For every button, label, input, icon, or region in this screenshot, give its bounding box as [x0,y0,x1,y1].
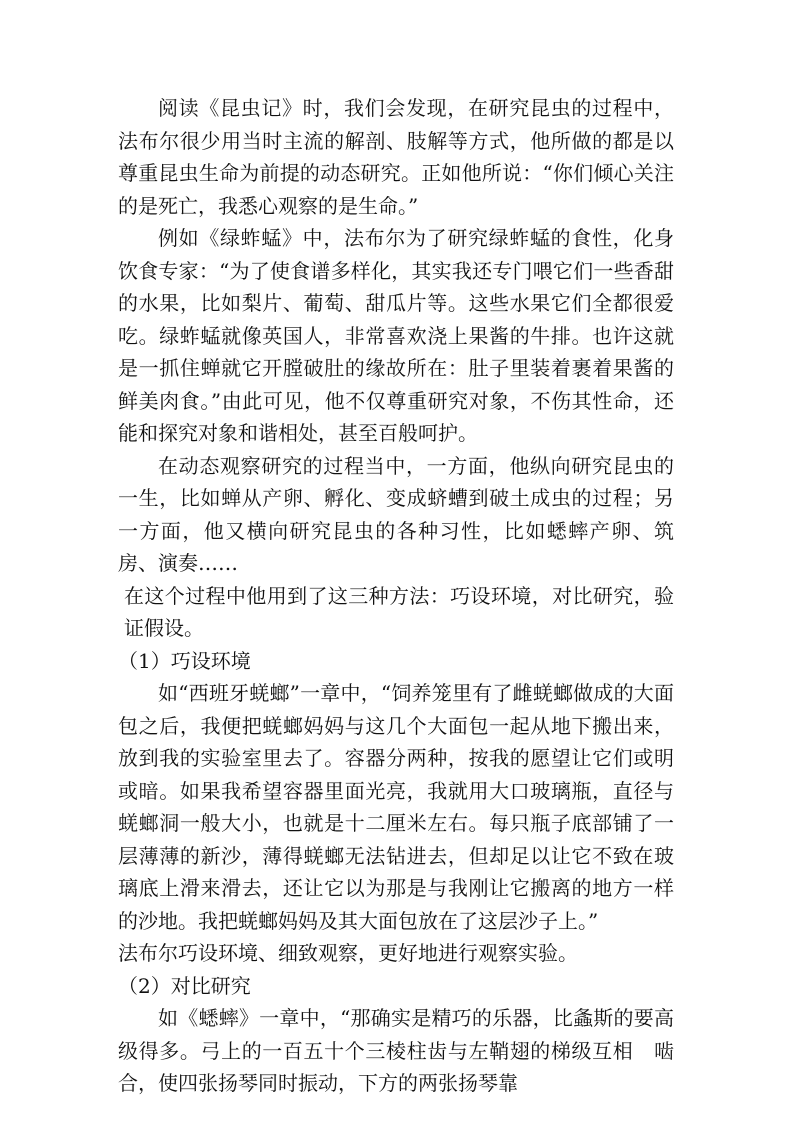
document-body [118,92,674,1100]
paragraph-environment-summary: 法布尔巧设环境、细致观察，更好地进行观察实验。 [118,941,578,965]
paragraph-cricket: 如《蟋蟀》一章中，“那确实是精巧的乐器，比螽斯的要高级得多。弓上的一百五十个三棱柱齿与左鞘翅的梯级互相 啮合，使四张扬琴同时振动，下方的两张扬琴靠 [118,1006,674,1095]
paragraph-green-grasshopper: 例如《绿蚱蜢》中，法布尔为了研究绿蚱蜢的食性，化身饮食专家：“为了使食谱多样化，其实我还专门喂它们一些香甜的水果，比如梨片、葡萄、甜瓜片等。这些水果它们全都很爱吃。绿蚱蜢就像英国人，非常喜欢浇上果酱的牛排。也许这就是一抓住蝉就它开膛破肚的缘故所在：肚子里装着裹着果酱的鲜美肉食。”由此可见，他不仅尊重研究对象，不伤其性命，还能和探究对象和谐相处，甚至百般呵护。 [118,226,674,445]
paragraph-three-methods: 在这个过程中他用到了这三种方法：巧设环境，对比研究，验证假设。 [124,583,674,640]
paragraph-spanish-dung-beetle: 如“西班牙蜣螂”一章中，“饲养笼里有了雌蜣螂做成的大面包之后，我便把蜣螂妈妈与这几个大面包一起从地下搬出来，放到我的实验室里去了。容器分两种，按我的愿望让它们或明或暗。如果我希望容器里面光亮，我就用大口玻璃瓶，直径与蜣螂洞一般大小，也就是十二厘米左右。每只瓶子底部铺了一层薄薄的新沙，薄得蜣螂无法钻进去，但却足以让它不致在玻璃底上滑来滑去，还让它以为那是与我刚让它搬离的地方一样的沙地。我把蜣螂妈妈及其大面包放在了这层沙子上。” [118,681,674,933]
section-heading-comparison: （2）对比研究 [118,973,251,998]
paragraph-dynamic-observation: 在动态观察研究的过程当中，一方面，他纵向研究昆虫的一生，比如蝉从产卵、孵化、变成蛴螬到破土成虫的过程；另一方面，他又横向研究昆虫的各种习性，比如蟋蟀产卵、筑房、演奏…… [118,453,674,575]
paragraph-intro: 阅读《昆虫记》时，我们会发现，在研究昆虫的过程中，法布尔很少用当时主流的解剖、肢解等方式，他所做的都是以尊重昆虫生命为前提的动态研究。正如他所说：“你们倾心关注的是死亡，我悉心观察的是生命。” [118,96,674,218]
section-heading-environment: （1）巧设环境 [118,648,251,673]
